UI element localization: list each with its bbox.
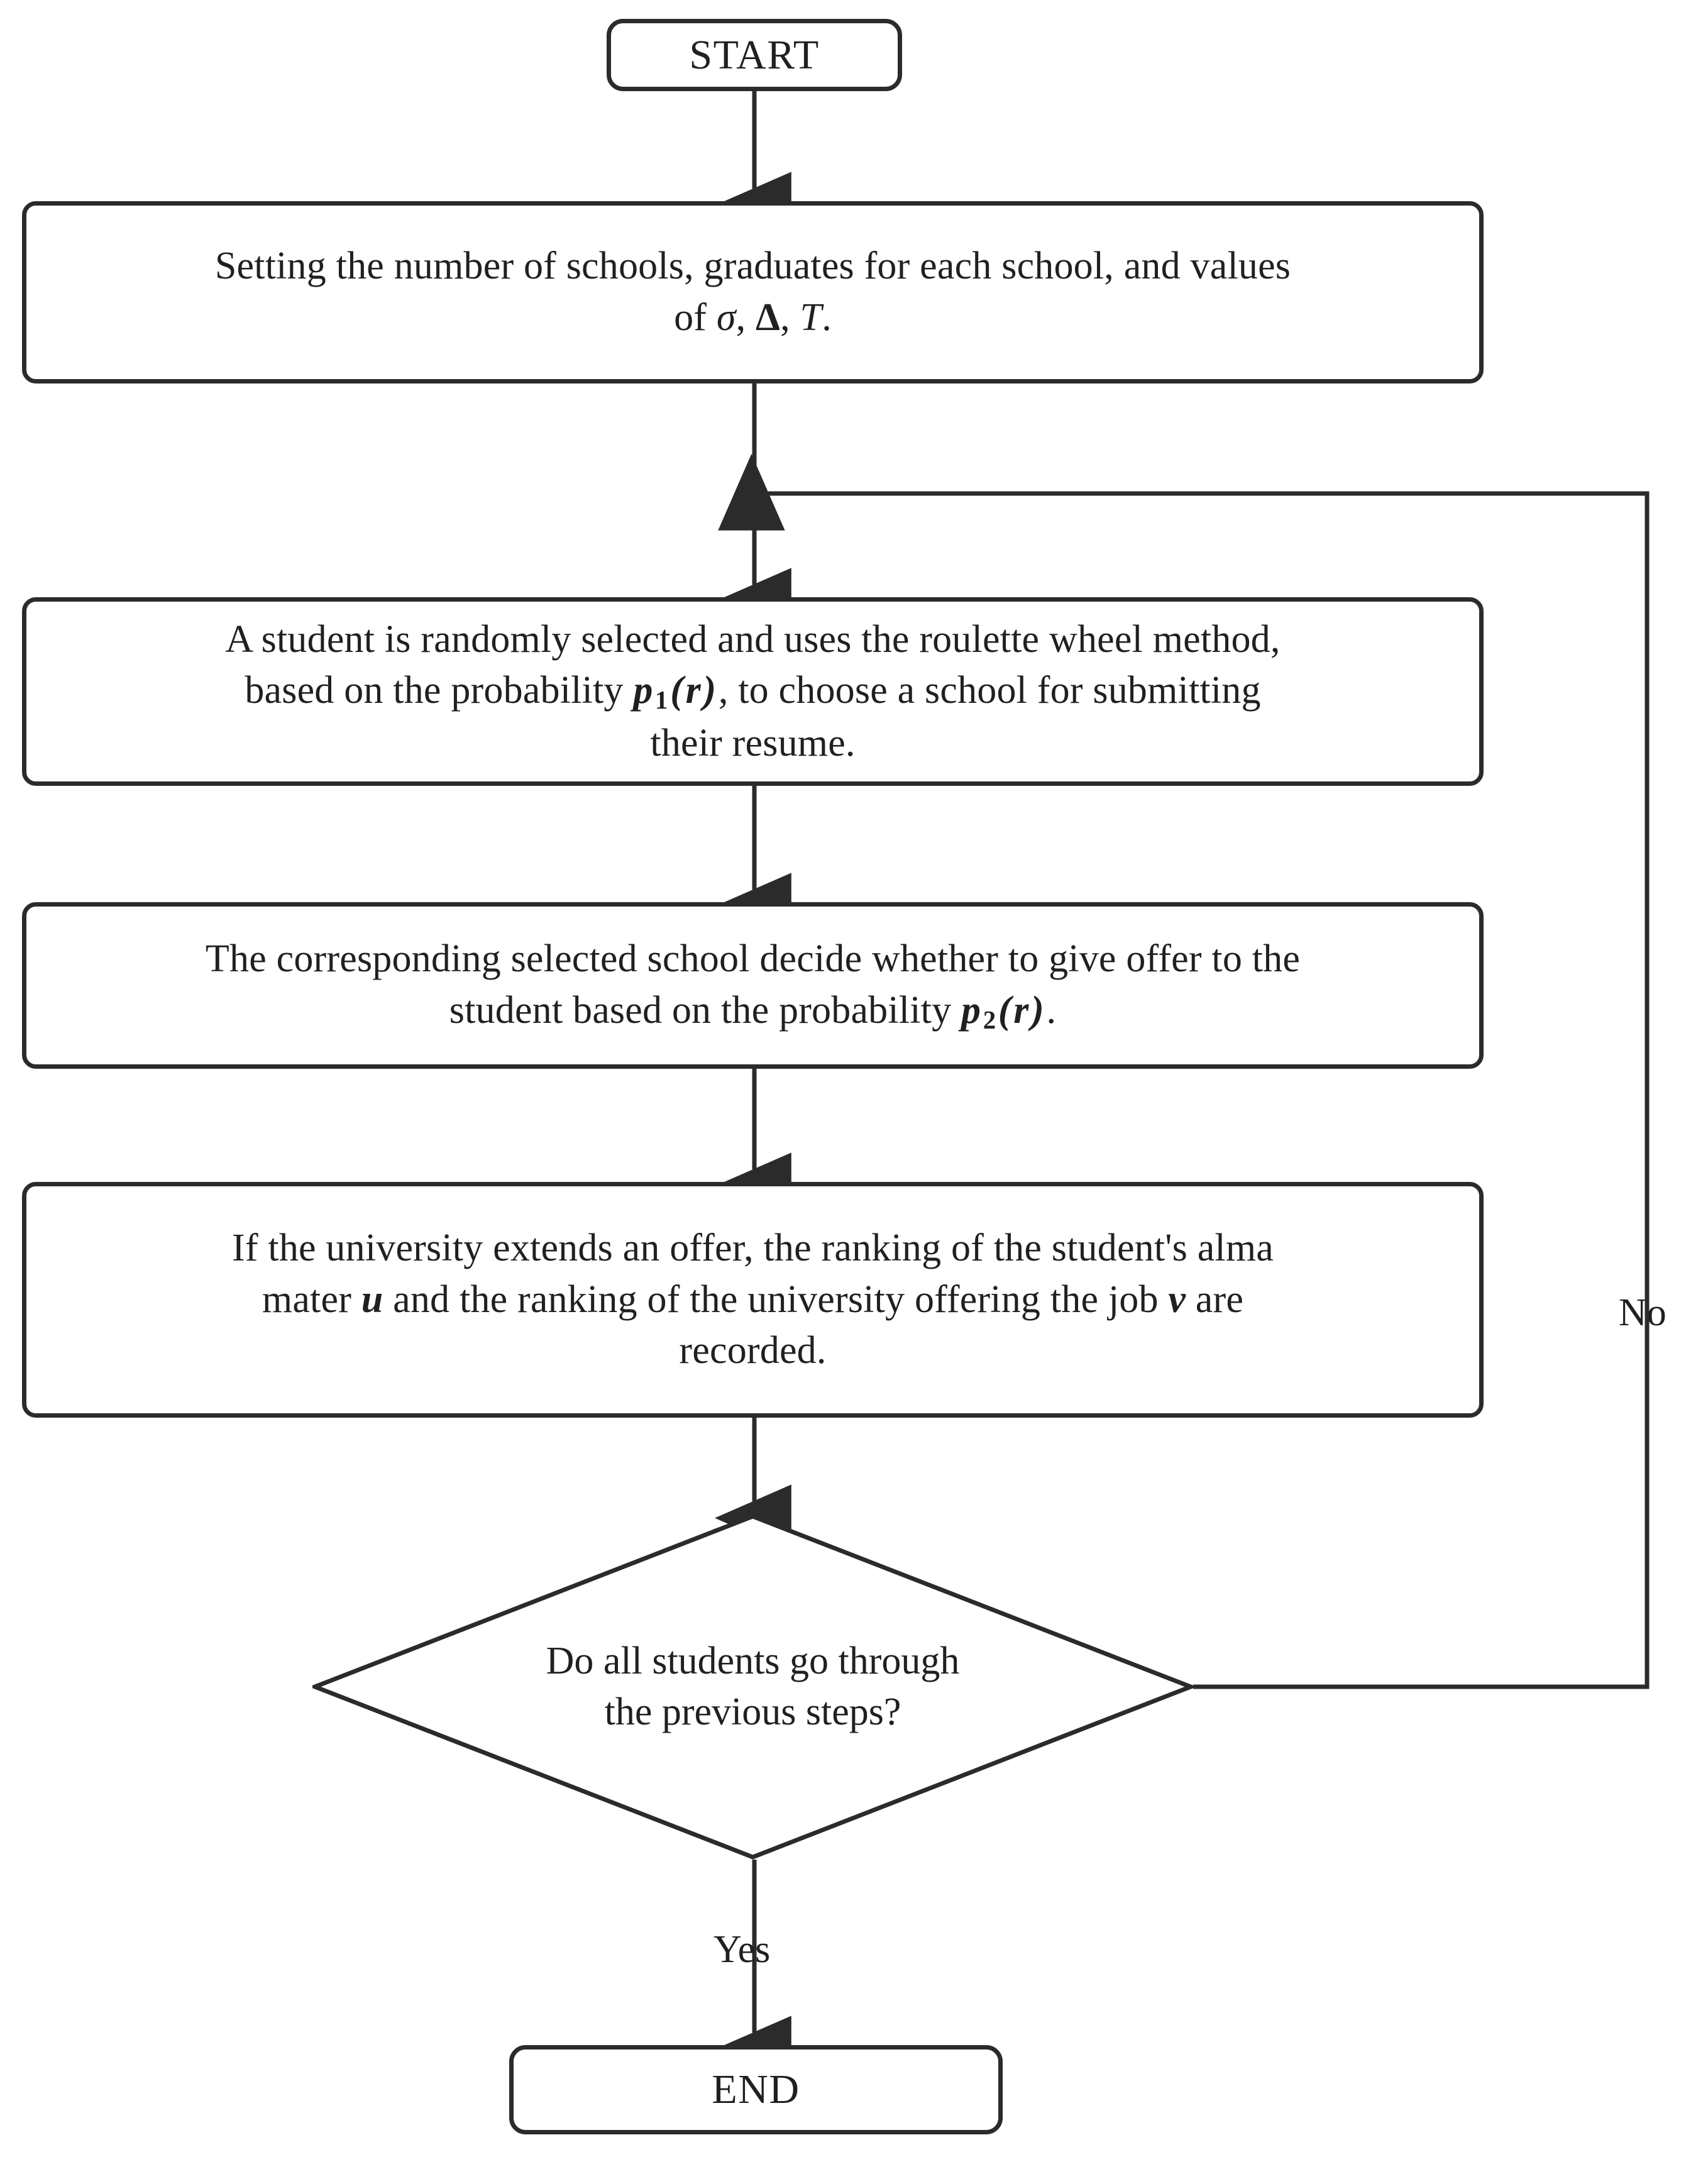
edge-label-no: No	[1619, 1291, 1667, 1334]
decision-line-2: the previous steps?	[604, 1691, 901, 1733]
select-line-2-suffix: , to choose a school for submitting	[718, 669, 1261, 712]
formula-p2-of-r	[961, 989, 1047, 1032]
node-all-students-check-label	[312, 1514, 1193, 1860]
formula-p1-var: p	[633, 669, 656, 712]
formula-p2-subscript: 2	[983, 1005, 998, 1034]
setup-sep-2: ,	[780, 296, 800, 339]
symbol-v: v	[1168, 1277, 1186, 1321]
node-school-decides[interactable]	[22, 902, 1484, 1069]
symbol-delta: Δ	[756, 296, 781, 339]
symbol-sigma: σ	[716, 296, 736, 339]
formula-p2-arg: (r)	[998, 988, 1047, 1032]
symbol-t: T	[800, 296, 822, 339]
node-setup-parameters-label	[26, 241, 1479, 344]
symbol-u: u	[361, 1277, 383, 1321]
record-line-2-mid: and the ranking of the university offering the job	[383, 1277, 1169, 1321]
select-line-1: A student is randomly selected and uses the roulette wheel method,	[225, 617, 1281, 661]
node-record-rankings[interactable]	[22, 1182, 1484, 1418]
node-end-label: END	[712, 2066, 800, 2113]
formula-p2-var: p	[961, 988, 983, 1032]
record-line-2-prefix: mater	[262, 1277, 361, 1321]
setup-line-2-suffix: .	[822, 296, 832, 339]
setup-line-1: Setting the number of schools, graduates for each school, and values	[214, 245, 1291, 288]
school-line-2-prefix: student based on the probability	[449, 988, 961, 1032]
node-school-decides-label	[26, 934, 1479, 1037]
edge-label-yes: Yes	[714, 1928, 771, 1971]
school-line-1: The corresponding selected school decide whether to give offer to the	[205, 937, 1301, 981]
node-setup-parameters[interactable]	[22, 201, 1484, 383]
record-line-3: recorded.	[679, 1329, 827, 1372]
decision-line-1: Do all students go through	[546, 1640, 960, 1683]
setup-sep-1: ,	[736, 296, 756, 339]
record-line-2-suffix: are	[1186, 1277, 1244, 1321]
setup-line-2-prefix: of	[674, 296, 717, 339]
node-select-student-label	[26, 614, 1479, 770]
select-line-2-prefix: based on the probability	[245, 669, 634, 712]
select-line-3: their resume.	[650, 721, 856, 764]
node-start[interactable]	[607, 19, 902, 91]
formula-p1-subscript: 1	[655, 686, 671, 715]
school-line-2-suffix: .	[1046, 988, 1057, 1032]
node-all-students-check[interactable]	[312, 1514, 1193, 1860]
record-line-1: If the university extends an offer, the ranking of the student's alma	[232, 1226, 1274, 1269]
node-select-student[interactable]	[22, 597, 1484, 786]
node-record-rankings-label	[26, 1223, 1479, 1377]
node-start-label: START	[689, 31, 820, 78]
formula-p1-arg: (r)	[670, 669, 719, 712]
node-end[interactable]	[509, 2045, 1003, 2134]
formula-p1-of-r	[633, 669, 719, 715]
